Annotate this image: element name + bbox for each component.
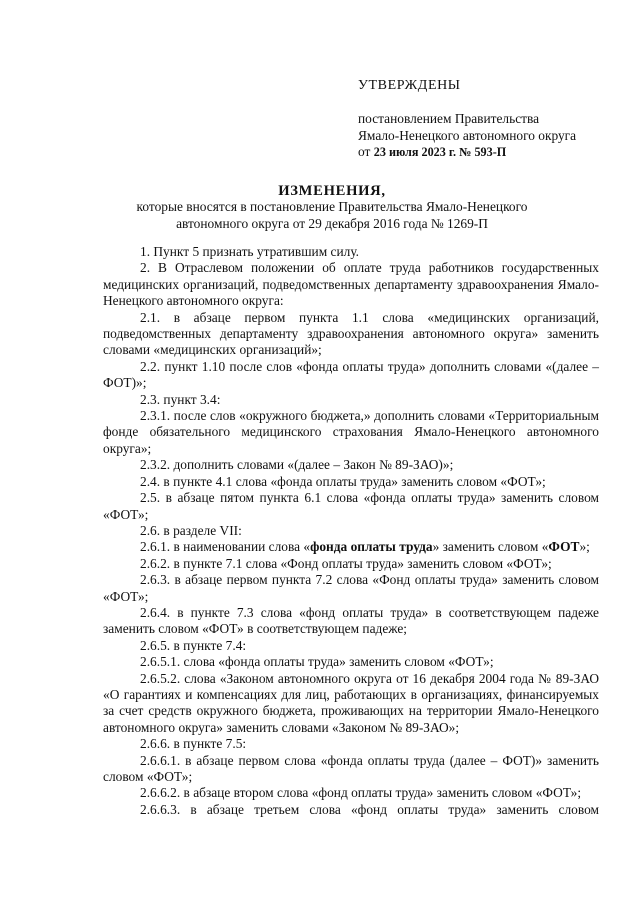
paragraph-2-6-4: 2.6.4. в пункте 7.3 слова «фонд оплаты труда» в соответствующем падеже заменить словом «ФОТ» в соответствующем падеже;	[103, 604, 599, 637]
paragraph-1: 1. Пункт 5 признать утратившим силу.	[140, 244, 360, 259]
paragraph-2-6-2: 2.6.2. в пункте 7.1 слова «Фонд оплаты труда» заменить словом «ФОТ»;	[140, 555, 552, 571]
document-title	[100, 183, 564, 232]
approval-from-prefix: от	[358, 144, 371, 160]
p261-bold-2: ФОТ	[548, 539, 580, 555]
paragraph-2-3-2: 2.3.2. дополнить словами «(далее – Закон № 89-ЗАО)»;	[140, 457, 454, 473]
paragraph-2-6: 2.6. в разделе VII:	[140, 522, 242, 538]
approval-stamp	[358, 78, 628, 161]
title-sub-1: которые вносятся в постановление Правительства Ямало-Ненецкого	[136, 199, 528, 215]
title-sub-2: автономного округа от 29 декабря 2016 года № 1269-П	[176, 215, 488, 231]
paragraph-2-6-5-1: 2.6.5.1. слова «фонда оплаты труда» заменить словом «ФОТ»;	[140, 654, 494, 670]
paragraph-2-1: 2.1. в абзаце первом пункта 1.1 слова «медицинских организаций, подведомственных департаменту здравоохранения автономного округа» заменить словами «медицинских организаций»;	[103, 309, 599, 358]
paragraph-2-4: 2.4. в пункте 4.1 слова «фонда оплаты труда» заменить словом «ФОТ»;	[140, 473, 546, 489]
paragraph-2-5: 2.5. в абзаце пятом пункта 6.1 слова «фонда оплаты труда» заменить словом «ФОТ»;	[103, 490, 599, 522]
approval-signature-date: 23 июля 2023 г. № 593-П	[373, 145, 507, 160]
paragraph-2-6-6: 2.6.6. в пункте 7.5:	[140, 736, 247, 752]
p261-bold-1: фонда оплаты труда	[310, 539, 433, 555]
paragraph-2-6-3: 2.6.3. в абзаце первом пункта 7.2 слова «Фонд оплаты труда» заменить словом «ФОТ»;	[103, 572, 599, 604]
paragraph-2-3: 2.3. пункт 3.4:	[140, 391, 221, 407]
approval-heading: УТВЕРЖДЕНЫ	[358, 78, 461, 93]
document-body	[103, 244, 599, 818]
approval-date-line	[358, 144, 628, 160]
approval-line-1: постановлением Правительства	[358, 111, 540, 127]
approval-line-2: Ямало-Ненецкого автономного округа	[358, 127, 577, 143]
paragraph-2-6-6-2: 2.6.6.2. в абзаце втором слова «фонд оплаты труда» заменить словом «ФОТ»;	[140, 785, 582, 801]
paragraph-2-6-1	[103, 539, 599, 555]
p261-part-2: » заменить словом «	[432, 539, 549, 555]
title-main: ИЗМЕНЕНИЯ,	[278, 183, 386, 199]
paragraph-2-6-5: 2.6.5. в пункте 7.4:	[140, 637, 247, 653]
p261-part-1: 2.6.1. в наименовании слова «	[140, 539, 311, 555]
p261-part-3: »;	[579, 539, 590, 555]
paragraph-2: 2. В Отраслевом положении об оплате труда работников государственных медицинских организаций, подведомственных департаменту здравоохранения Ямало-Ненецкого автономного округа:	[103, 260, 599, 309]
paragraph-2-3-1: 2.3.1. после слов «окружного бюджета,» дополнить словами «Территориальным фонде обязательного медицинского страхования Ямало-Ненецкого автономного округа»;	[103, 408, 599, 456]
paragraph-2-2: 2.2. пункт 1.10 после слов «фонда оплаты труда» дополнить словами «(далее – ФОТ)»;	[103, 358, 599, 391]
paragraph-2-6-6-3: 2.6.6.3. в абзаце третьем слова «фонд оплаты труда» заменить словом	[140, 801, 599, 817]
paragraph-2-6-5-2: 2.6.5.2. слова «Законом автономного округа от 16 декабря 2004 года № 89-ЗАО «О гарантиях и компенсациях для лиц, работающих в организациях, финансируемых за счет средств окружного бюджета, проживающих на территории Ямало-Ненецкого автономного округа» заменить словами «Законом № 89-ЗАО»;	[103, 670, 599, 735]
paragraph-2-6-6-1: 2.6.6.1. в абзаце первом слова «фонда оплаты труда (далее – ФОТ)» заменить словом «ФОТ»;	[103, 752, 599, 784]
